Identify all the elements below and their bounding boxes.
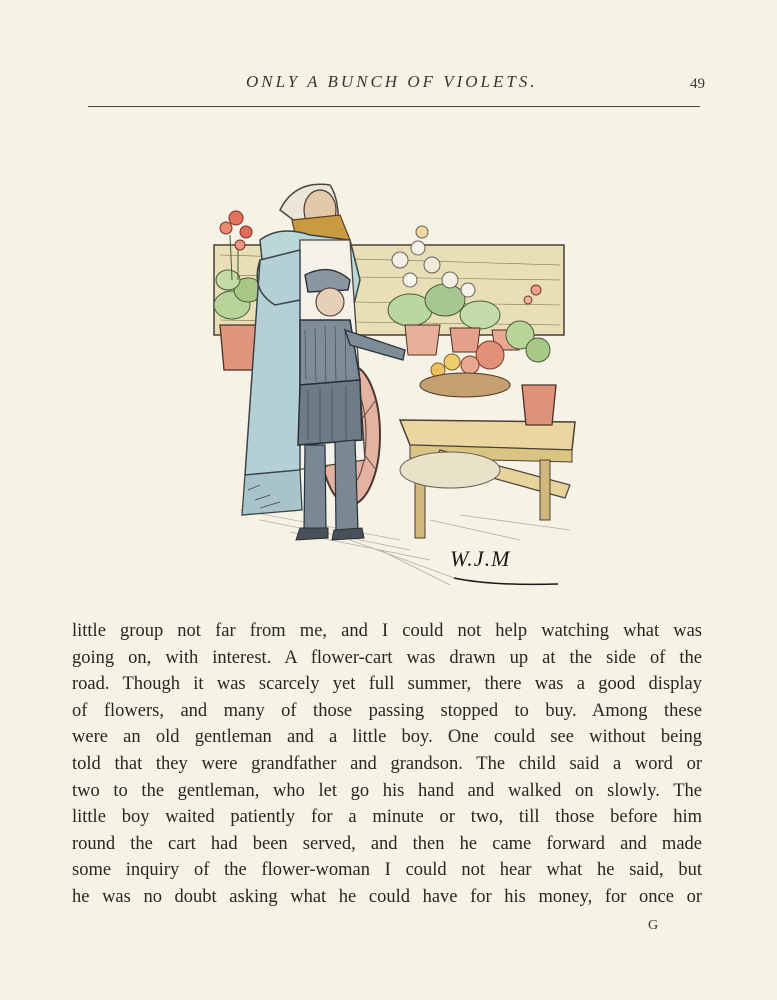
flower-cart-illustration [200, 140, 590, 600]
cart-tray [400, 420, 575, 538]
body-line: little boy waited patiently for a minute or two, till those before him [72, 807, 702, 828]
body-line: road. Though it was scarcely yet full summer, there was a good display [72, 674, 702, 695]
body-line: little group not far from me, and I could not help watching what was [72, 621, 702, 641]
running-title: ONLY A BUNCH OF VIOLETS. [246, 72, 538, 91]
body-line: told that they were grandfather and grandson. The child said a word or [72, 753, 702, 774]
body-line: going on, with interest. A flower-cart was drawn up at the side of the [72, 647, 702, 668]
body-text [72, 618, 702, 911]
body-line: two to the gentleman, who let go his hand and walked on slowly. The [72, 780, 702, 801]
running-head [0, 72, 777, 96]
illustration-signature: W.J.M [450, 546, 511, 571]
body-line: some inquiry of the flower-woman I could not hear what he said, but [72, 860, 702, 881]
body-line: were an old gentleman and a little boy. One could see without being [72, 727, 702, 748]
body-line: of flowers, and many of those passing stopped to buy. Among these [72, 700, 702, 721]
header-rule [88, 106, 700, 107]
body-line: he was no doubt asking what he could have for his money, for once or [72, 886, 702, 907]
page-number: 49 [690, 76, 705, 92]
signature-mark: G [648, 918, 659, 933]
signature-underline [452, 572, 562, 588]
body-line: round the cart had been served, and then he came forward and made [72, 833, 702, 854]
